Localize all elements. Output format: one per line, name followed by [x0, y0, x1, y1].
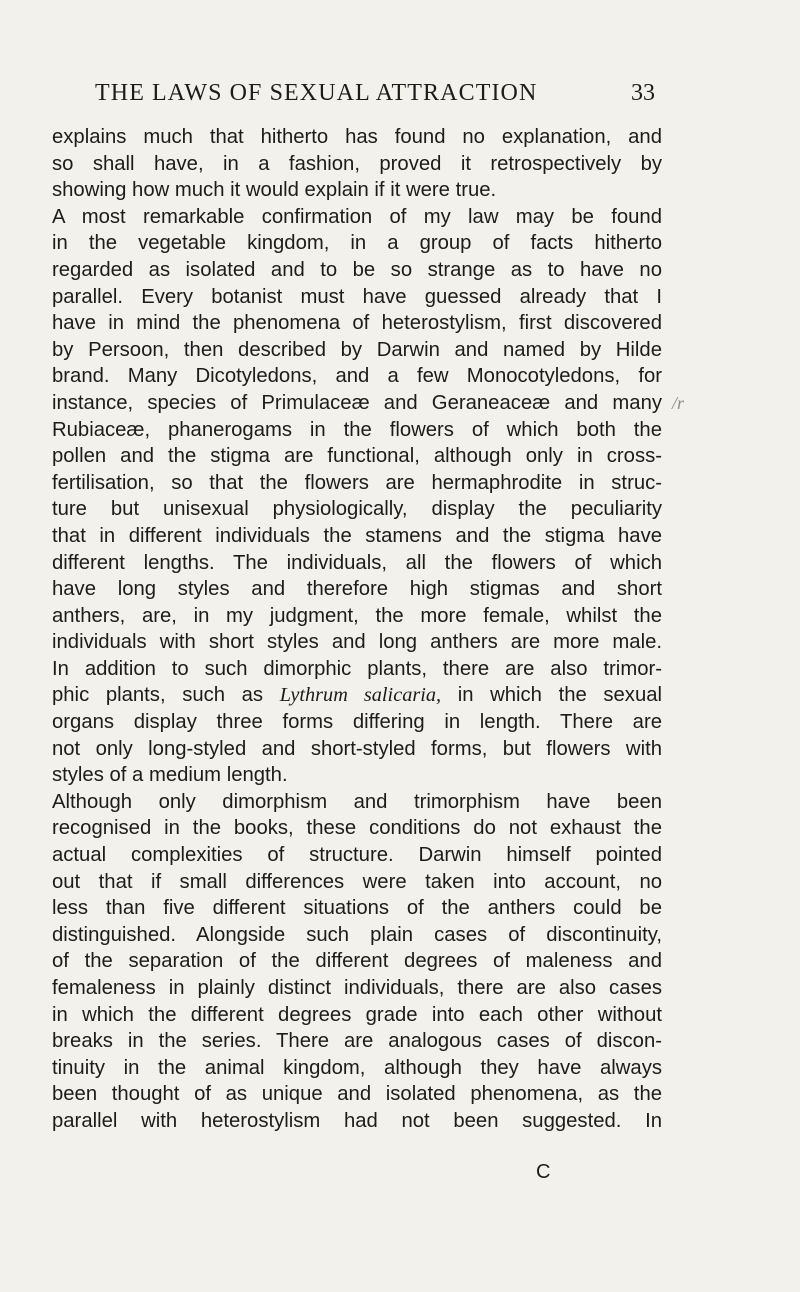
- text-line: out that if small differences were taken into account, no: [52, 870, 662, 893]
- text-line: Rubiaceæ, phanerogams in the flowers of which both the: [52, 418, 662, 441]
- text-line: not only long-styled and short-styled forms, but flowers with: [52, 737, 662, 760]
- text-line: that in different individuals the stamens and the stigma have: [52, 524, 662, 547]
- text-line: femaleness in plainly distinct individuals, there are also cases: [52, 977, 662, 999]
- body-text: [52, 124, 662, 1135]
- text-line: instance, species of Primulaceæ and Geraneaceæ and many: [52, 391, 662, 414]
- text-fragment: in which the sexual: [457, 684, 663, 707]
- text-line: have in mind the phenomena of heterostylism, first discovered: [52, 312, 662, 335]
- text-line: organs display three forms differing in length. There are: [52, 711, 662, 734]
- text-line: parallel with heterostylism had not been suggested. In: [52, 1109, 662, 1132]
- text-line: showing how much it would explain if it were true.: [52, 179, 497, 202]
- text-line: anthers, are, in my judgment, the more female, whilst the: [52, 604, 662, 627]
- page-number: 33: [631, 80, 655, 106]
- text-line: regarded as isolated and to be so strange as to have no: [52, 258, 662, 281]
- text-line: distinguished. Alongside such plain cases of discontinuity,: [52, 923, 662, 946]
- text-line: different lengths. The individuals, all the flowers of which: [52, 551, 662, 574]
- text-line: explains much that hitherto has found no explanation, and: [52, 126, 662, 148]
- text-line: A most remarkable confirmation of my law may be found: [52, 205, 662, 228]
- text-line: tinuity in the animal kingdom, although they have always: [52, 1056, 662, 1079]
- text-fragment: phic plants, such as: [52, 684, 264, 707]
- text-line: breaks in the series. There are analogous cases of discon-: [52, 1030, 662, 1053]
- text-line: been thought of as unique and isolated phenomena, as the: [52, 1083, 662, 1106]
- text-line: pollen and the stigma are functional, although only in cross-: [52, 445, 662, 468]
- text-line: recognised in the books, these conditions do not exhaust the: [52, 817, 662, 840]
- text-line: In addition to such dimorphic plants, there are also trimor-: [52, 657, 662, 680]
- text-line: styles of a medium length.: [52, 764, 288, 787]
- signature-mark: C: [536, 1161, 551, 1183]
- text-line: fertilisation, so that the flowers are hermaphrodite in struc-: [52, 471, 662, 494]
- text-line: in the vegetable kingdom, in a group of facts hitherto: [52, 232, 662, 255]
- text-line: ture but unisexual physiologically, display the peculiarity: [52, 498, 662, 521]
- text-line: in which the different degrees grade into each other without: [52, 1003, 662, 1026]
- text-line: of the separation of the different degrees of maleness and: [52, 950, 662, 973]
- running-title: THE LAWS OF SEXUAL ATTRACTION: [95, 80, 538, 106]
- text-line: actual complexities of structure. Darwin himself pointed: [52, 844, 662, 867]
- text-line: Although only dimorphism and trimorphism have been: [52, 790, 662, 813]
- text-line: by Persoon, then described by Darwin and named by Hilde: [52, 338, 662, 361]
- margin-annotation: /r: [672, 393, 685, 413]
- text-line-with-italic: [52, 682, 662, 709]
- text-line: individuals with short styles and long anthers are more male.: [52, 631, 662, 654]
- text-line: less than five different situations of the anthers could be: [52, 897, 662, 920]
- running-head: [95, 80, 655, 120]
- text-line: brand. Many Dicotyledons, and a few Monocotyledons, for: [52, 365, 662, 388]
- text-line: so shall have, in a fashion, proved it retrospectively by: [52, 152, 662, 175]
- text-line: have long styles and therefore high stigmas and short: [52, 578, 662, 601]
- species-name: Lythrum salicaria,: [279, 684, 442, 707]
- text-line: parallel. Every botanist must have guessed already that I: [52, 285, 662, 308]
